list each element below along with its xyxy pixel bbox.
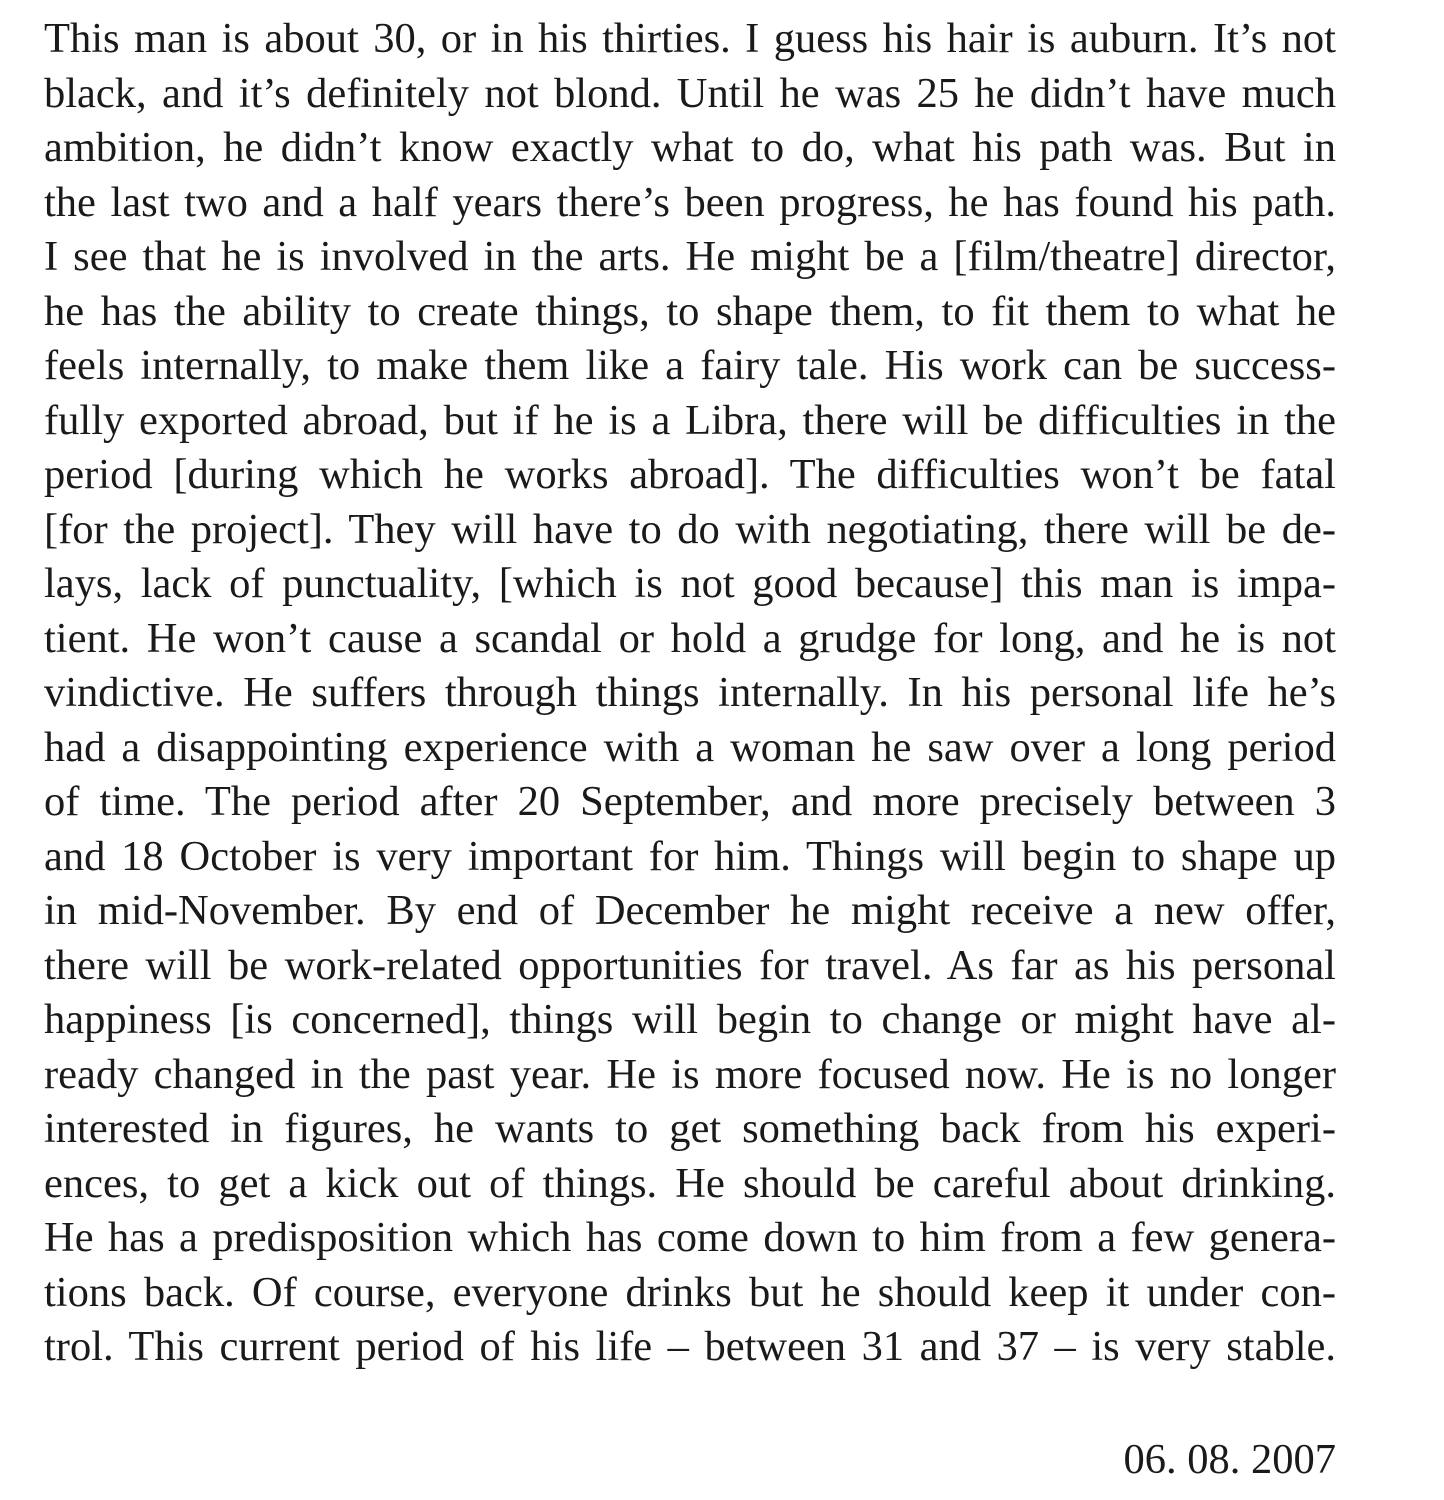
text-line: he has the ability to create things, to shape them, to fit them to what he bbox=[44, 287, 1336, 335]
text-line: lays, lack of punctuality, [which is not good because] this man is impa- bbox=[44, 560, 1336, 607]
text-line: there will be work-related opportunities for travel. As far as his personal bbox=[44, 941, 1336, 989]
document-date: 06. 08. 2007 bbox=[1123, 1436, 1336, 1483]
text-line: of time. The period after 20 September, and more precisely between 3 bbox=[44, 778, 1336, 825]
text-line: trol. This current period of his life – between 31 and 37 – is very stable. bbox=[44, 1323, 1336, 1370]
text-line: ready changed in the past year. He is more focused now. He is no longer bbox=[44, 1050, 1336, 1098]
text-line: vindictive. He suffers through things internally. In his personal life he’s bbox=[44, 669, 1336, 716]
text-line: and 18 October is very important for him. Things will begin to shape up bbox=[44, 832, 1336, 880]
text-line: ambition, he didn’t know exactly what to do, what his path was. But in bbox=[44, 124, 1336, 171]
text-line: [for the project]. They will have to do with negotiating, there will be de- bbox=[44, 505, 1336, 553]
text-line: I see that he is involved in the arts. He might be a [film/theatre] director, bbox=[44, 233, 1336, 280]
text-line: ences, to get a kick out of things. He should be careful about drinking. bbox=[44, 1159, 1336, 1207]
text-line: interested in figures, he wants to get something back from his experi- bbox=[44, 1105, 1336, 1152]
text-line: had a disappointing experience with a woman he saw over a long period bbox=[44, 723, 1336, 771]
text-line: black, and it’s definitely not blond. Until he was 25 he didn’t have much bbox=[44, 69, 1336, 117]
text-line: He has a predisposition which has come down to him from a few genera- bbox=[44, 1214, 1336, 1261]
text-line: in mid-November. By end of December he might receive a new offer, bbox=[44, 887, 1336, 934]
text-line: tions back. Of course, everyone drinks but he should keep it under con- bbox=[44, 1268, 1336, 1316]
text-line: feels internally, to make them like a fairy tale. His work can be success- bbox=[44, 342, 1336, 389]
document-page bbox=[44, 12, 1336, 1375]
text-line: fully exported abroad, but if he is a Libra, there will be difficulties in the bbox=[44, 396, 1336, 444]
body-paragraph bbox=[44, 12, 1336, 1375]
text-line: This man is about 30, or in his thirties. I guess his hair is auburn. It’s not bbox=[44, 15, 1336, 62]
text-line: tient. He won’t cause a scandal or hold a grudge for long, and he is not bbox=[44, 614, 1336, 662]
text-line: the last two and a half years there’s been progress, he has found his path. bbox=[44, 178, 1336, 226]
text-line: happiness [is concerned], things will begin to change or might have al- bbox=[44, 996, 1336, 1043]
text-line: period [during which he works abroad]. The difficulties won’t be fatal bbox=[44, 451, 1336, 498]
